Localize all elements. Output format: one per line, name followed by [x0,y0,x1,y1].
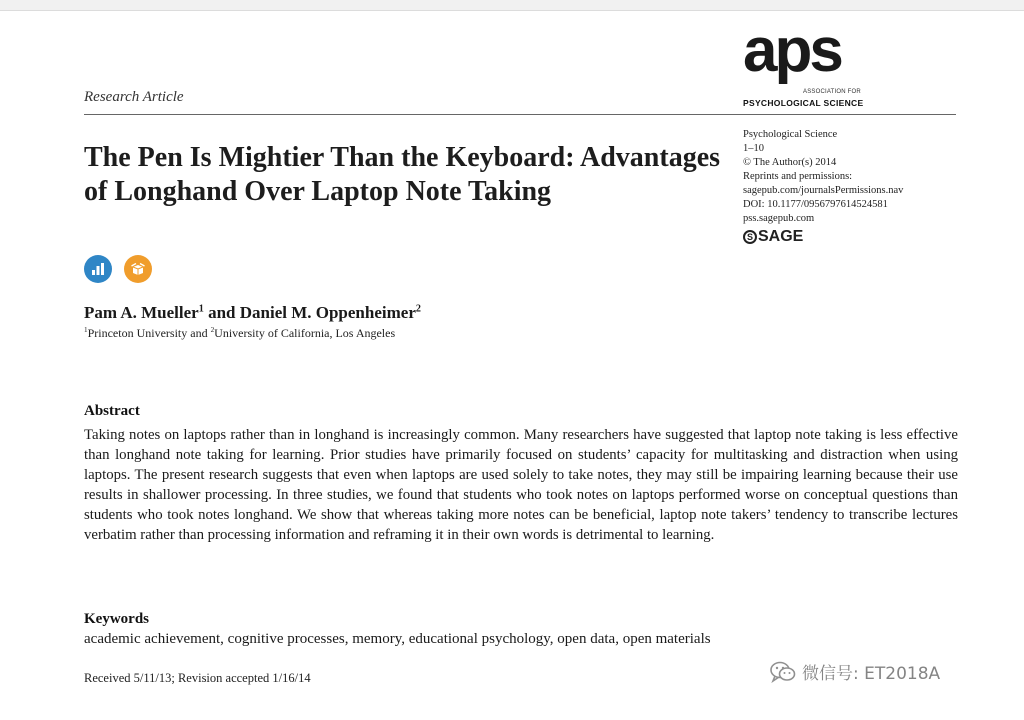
article-type-label: Research Article [84,89,184,105]
journal-info-line: Psychological Science [743,129,838,140]
journal-info-line: pss.sagepub.com [743,213,815,224]
open-science-badges [84,255,152,283]
journal-info-line: DOI: 10.1177/0956797614524581 [743,199,888,210]
aps-logo [743,25,873,108]
viewer-top-bar [0,0,1024,11]
affiliation-text: University of California, Los Angeles [214,326,396,340]
affiliations [84,326,395,341]
journal-info [743,128,983,244]
open-materials-badge-icon[interactable] [124,255,152,283]
logo-line-2: PSYCHOLOGICAL SCIENCE [743,98,864,108]
journal-info-line: 1–10 [743,143,764,154]
affiliation-marker: 1 [198,303,204,315]
affiliation-marker: 2 [210,326,215,334]
author-list [84,303,421,323]
abstract-text: Taking notes on laptops rather than in longhand is increasingly common. Many researchers have suggested that laptop note taking is less effective than longhand note taking for learning. Prior studies have primarily focused on students’ capacity for multitasking and distraction when using laptops. The present research suggests that even when laptops are used solely to take notes, they may still be impairing learning because their use results in shallower processing. In three studies, we found that students who took notes on laptops performed worse on conceptual questions than students who took notes longhand. We show that whereas taking more notes can be beneficial, laptop note takers’ tendency to transcribe lectures verbatim rather than processing information and reframing it in their own words is detrimental to learning. [84,427,958,543]
abstract-heading: Abstract [84,403,140,419]
wechat-watermark [770,659,940,684]
paper-page [20,11,1004,720]
open-data-badge-icon[interactable] [84,255,112,283]
sage-s-icon: S [743,230,757,244]
journal-info-line: Reprints and permissions: [743,171,853,182]
bar-chart-icon [90,261,106,277]
keywords-text: academic achievement, cognitive processes, memory, educational psychology, open data, open materials [84,631,711,647]
aps-logo-mark [743,25,873,87]
author-joiner: and [203,303,240,322]
affiliation-marker: 2 [415,303,421,315]
aps-logo-text: aps [743,25,841,85]
affiliation-marker: 1 [84,326,88,334]
affiliation-text: Princeton University and [87,326,211,340]
author-name: Pam A. Mueller [84,303,199,322]
open-box-icon [130,261,146,277]
journal-info-line: sagepub.com/journalsPermissions.nav [743,185,904,196]
wechat-icon [770,661,796,683]
logo-line-1: ASSOCIATION FOR [803,89,861,95]
author-name: Daniel M. Oppenheimer [239,303,416,322]
keywords-heading: Keywords [84,611,149,627]
sage-logo-text: SAGE [758,228,804,245]
paper-title: The Pen Is Mightier Than the Keyboard: Advantages of Longhand Over Laptop Note Taking [84,142,721,207]
sage-logo [743,230,983,244]
journal-info-line: © The Author(s) 2014 [743,157,837,168]
received-dates: Received 5/11/13; Revision accepted 1/16/14 [84,671,311,685]
watermark-text: 微信号: ET2018A [802,664,941,684]
header-rule [84,114,956,115]
